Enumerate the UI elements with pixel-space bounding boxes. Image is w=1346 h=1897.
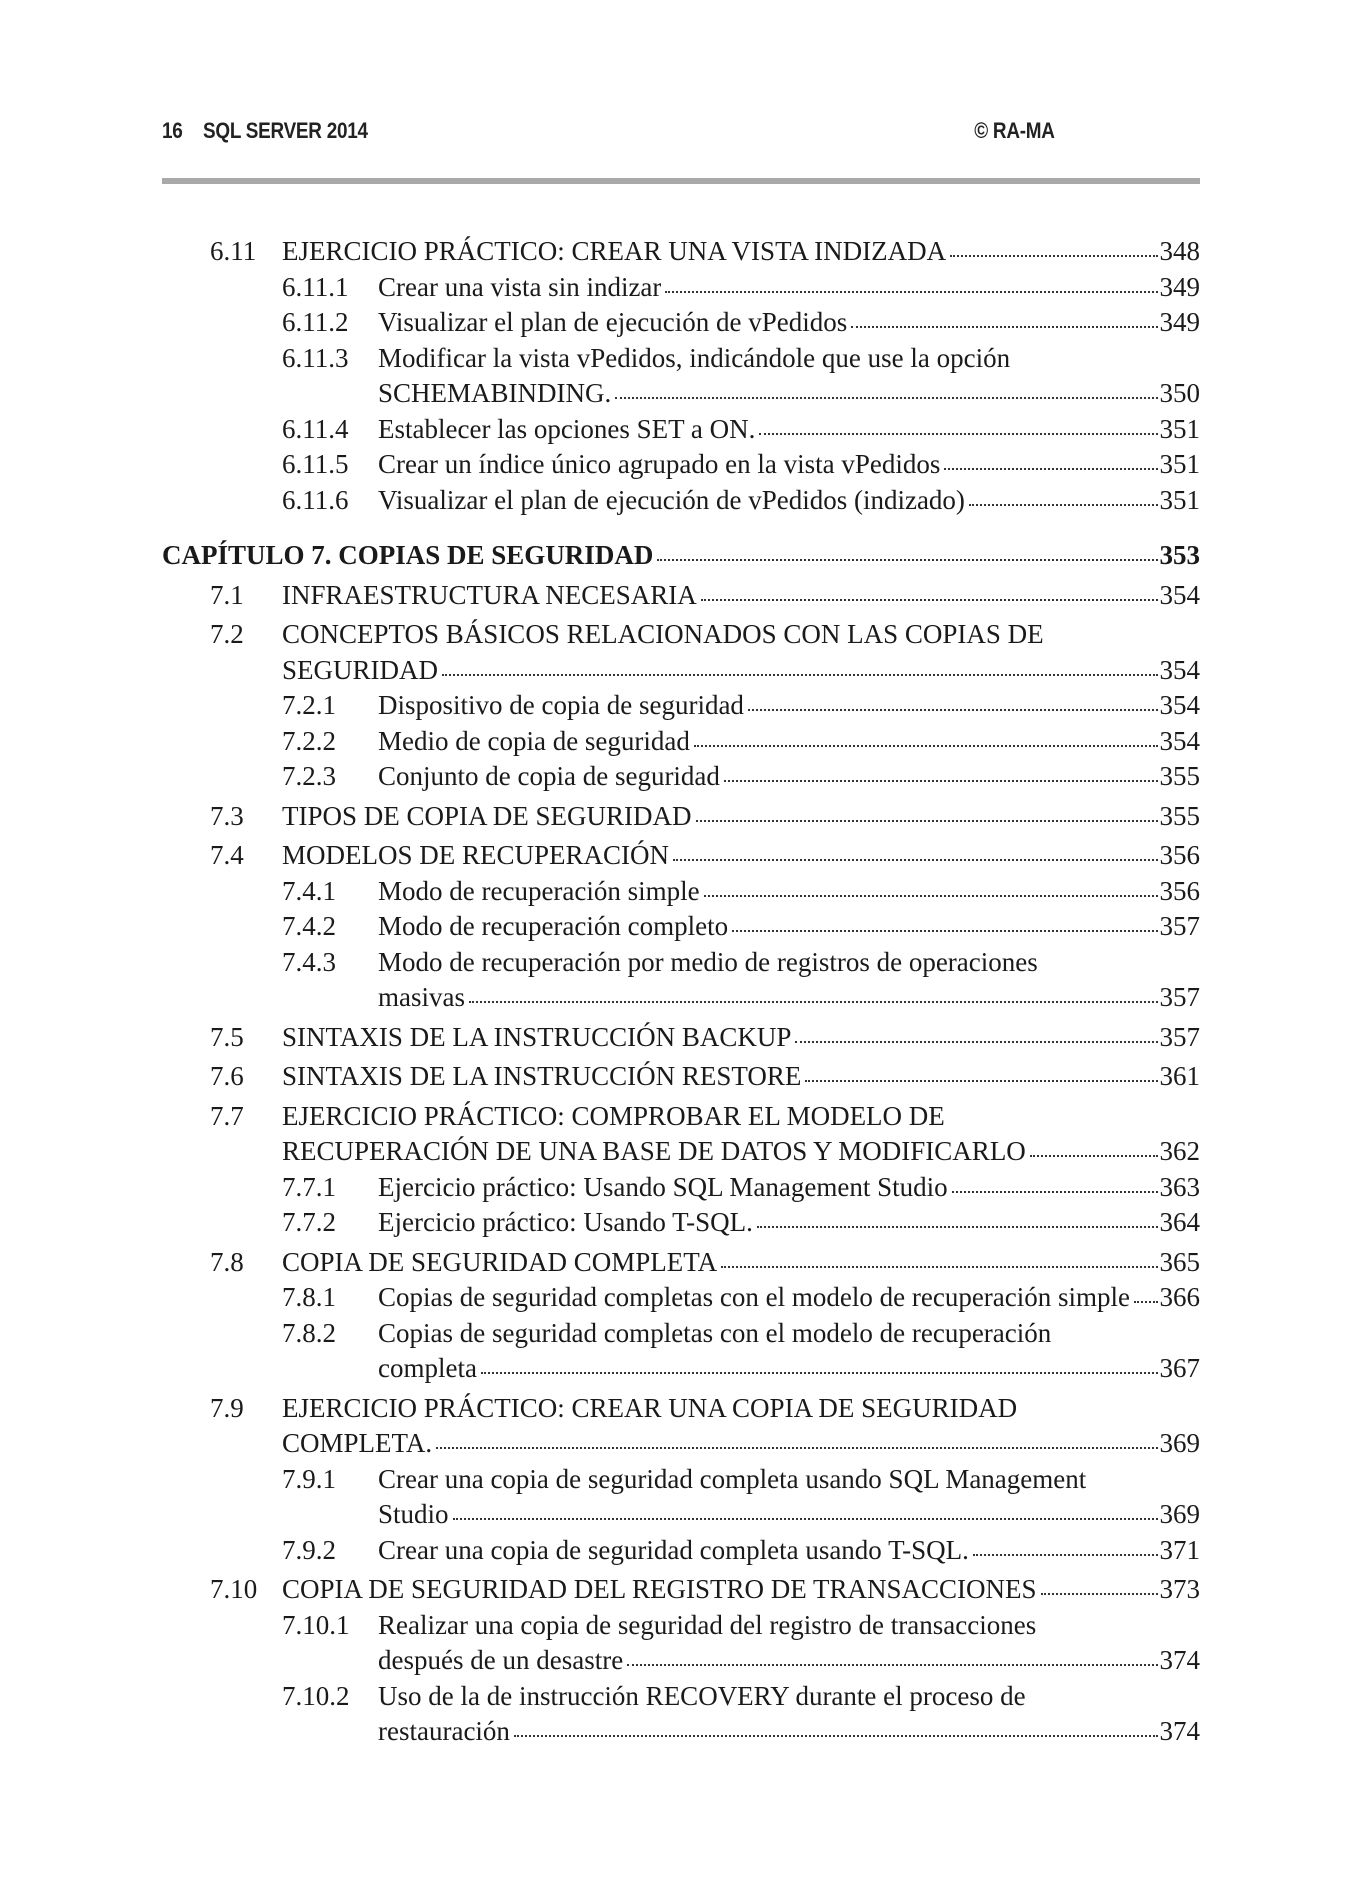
- toc-entry[interactable]: [162, 1316, 1200, 1387]
- dot-leader: [1041, 1591, 1158, 1595]
- toc-entry-title: Modificar la vista vPedidos, indicándole que use la opción: [378, 342, 1011, 373]
- toc-entry-number: 7.7.1: [282, 1171, 336, 1202]
- dot-leader: [657, 557, 1157, 561]
- table-of-contents: [162, 234, 1200, 1750]
- toc-entry-title: Copias de seguridad completas con el modelo de recuperación simple: [378, 1282, 1131, 1312]
- toc-entry-page: 356: [1159, 875, 1200, 906]
- dot-leader: [469, 999, 1158, 1003]
- toc-entry-title: después de un desastre: [378, 1645, 624, 1675]
- toc-entry-number: 7.9: [210, 1392, 244, 1423]
- toc-entry[interactable]: [162, 270, 1200, 306]
- page-number: 16: [162, 118, 183, 143]
- toc-entry-page: 366: [1159, 1282, 1200, 1312]
- toc-entry-page: 361: [1159, 1061, 1200, 1091]
- toc-entry-page: 353: [1159, 540, 1200, 570]
- toc-entry-page: 357: [1159, 1021, 1200, 1052]
- toc-entry-title: COPIA DE SEGURIDAD DEL REGISTRO DE TRANSACCIONES: [282, 1574, 1037, 1604]
- dot-leader: [694, 743, 1158, 747]
- dot-leader: [748, 707, 1158, 711]
- toc-entry-title: CONCEPTOS BÁSICOS RELACIONADOS CON LAS COPIAS DE: [282, 619, 1044, 649]
- toc-entry[interactable]: [162, 1533, 1200, 1569]
- toc-entry-number: 7.7.2: [282, 1207, 336, 1237]
- toc-entry-page: 354: [1159, 579, 1200, 610]
- toc-entry-title: Uso de la de instrucción RECOVERY durante el proceso de: [378, 1680, 1026, 1711]
- toc-entry-number: 7.5: [210, 1021, 244, 1052]
- toc-entry-title: EJERCICIO PRÁCTICO: COMPROBAR EL MODELO DE: [282, 1100, 945, 1131]
- dot-leader: [759, 431, 1157, 435]
- toc-entry-title: EJERCICIO PRÁCTICO: CREAR UNA COPIA DE SEGURIDAD: [282, 1392, 1018, 1423]
- toc-entry-number: 6.11.6: [282, 484, 349, 515]
- toc-entry-title: EJERCICIO PRÁCTICO: CREAR UNA VISTA INDIZADA: [282, 236, 947, 266]
- toc-entry-title: CAPÍTULO 7. COPIAS DE SEGURIDAD: [162, 540, 654, 570]
- toc-entry-title: Dispositivo de copia de seguridad: [378, 690, 744, 720]
- dot-leader: [696, 818, 1158, 822]
- toc-entry-number: 7.10: [210, 1574, 258, 1604]
- dot-leader: [481, 1370, 1158, 1374]
- toc-entry-title: Establecer las opciones SET a ON.: [378, 413, 756, 444]
- toc-entry-title: Modo de recuperación por medio de registros de operaciones: [378, 946, 1038, 977]
- dot-leader: [973, 1552, 1158, 1556]
- toc-entry-title: COPIA DE SEGURIDAD COMPLETA: [282, 1246, 718, 1277]
- toc-entry-title: Medio de copia de seguridad: [378, 725, 690, 756]
- toc-entry-number: 7.8.1: [282, 1282, 336, 1312]
- toc-entry-number: 6.11.2: [282, 307, 349, 337]
- toc-entry-page: 349: [1159, 271, 1200, 302]
- dot-leader: [724, 778, 1158, 782]
- toc-entry-title: SCHEMABINDING.: [378, 378, 612, 408]
- toc-entry-title: Ejercicio práctico: Usando T-SQL.: [378, 1207, 753, 1237]
- dot-leader: [795, 1039, 1157, 1043]
- toc-entry[interactable]: [162, 945, 1200, 1016]
- toc-entry-title: Ejercicio práctico: Usando SQL Management Studio: [378, 1171, 948, 1202]
- dot-leader: [950, 253, 1157, 257]
- toc-entry-number: 6.11: [210, 236, 257, 266]
- toc-entry-page: 362: [1159, 1136, 1200, 1166]
- toc-entry-page: 373: [1159, 1574, 1200, 1604]
- toc-entry-page: 363: [1159, 1171, 1200, 1202]
- toc-entry-number: 6.11.4: [282, 413, 349, 444]
- toc-entry-page: 369: [1159, 1499, 1200, 1529]
- toc-entry-page: 350: [1159, 378, 1200, 408]
- toc-entry[interactable]: [162, 617, 1200, 688]
- toc-entry-page: 349: [1159, 307, 1200, 337]
- toc-entry-page: 371: [1159, 1534, 1200, 1565]
- toc-entry-number: 7.1: [210, 579, 244, 610]
- toc-entry-page: 348: [1159, 236, 1200, 266]
- toc-entry-title: TIPOS DE COPIA DE SEGURIDAD: [282, 800, 692, 831]
- toc-entry[interactable]: [162, 1099, 1200, 1170]
- toc-entry-number: 7.6: [210, 1061, 244, 1091]
- toc-entry[interactable]: [162, 1608, 1200, 1679]
- toc-entry[interactable]: [162, 234, 1200, 270]
- toc-entry[interactable]: [162, 341, 1200, 412]
- toc-entry[interactable]: [162, 1280, 1200, 1316]
- toc-entry-page: 354: [1159, 690, 1200, 720]
- toc-entry-page: 354: [1159, 725, 1200, 756]
- dot-leader: [952, 1189, 1158, 1193]
- toc-entry[interactable]: [162, 483, 1200, 519]
- toc-entry-number: 7.9.1: [282, 1463, 336, 1494]
- header-rule: [162, 178, 1200, 184]
- toc-entry-number: 7.10.1: [282, 1609, 350, 1640]
- toc-entry-page: 351: [1159, 413, 1200, 444]
- toc-entry-number: 7.2.2: [282, 725, 336, 756]
- toc-entry-number: 7.10.2: [282, 1680, 350, 1711]
- toc-entry-title: Studio: [378, 1499, 449, 1529]
- toc-entry-page: 357: [1159, 911, 1200, 941]
- dot-leader: [665, 289, 1157, 293]
- toc-entry-number: 7.2: [210, 619, 244, 649]
- toc-entry[interactable]: [162, 305, 1200, 341]
- toc-entry-title: RECUPERACIÓN DE UNA BASE DE DATOS Y MODIFICARLO: [282, 1136, 1026, 1166]
- toc-entry-page: 357: [1159, 982, 1200, 1012]
- toc-entry[interactable]: [162, 838, 1200, 874]
- dot-leader: [704, 893, 1158, 897]
- toc-entry-title: INFRAESTRUCTURA NECESARIA: [282, 579, 697, 610]
- toc-entry-number: 6.11.1: [282, 271, 349, 302]
- toc-entry-number: 7.4.1: [282, 875, 336, 906]
- toc-entry[interactable]: [162, 1059, 1200, 1095]
- toc-entry[interactable]: [162, 1020, 1200, 1056]
- toc-entry[interactable]: [162, 688, 1200, 724]
- toc-entry-page: 365: [1159, 1246, 1200, 1277]
- publisher-mark: © RA-MA: [974, 118, 1055, 143]
- dot-leader: [805, 1078, 1157, 1082]
- toc-entry[interactable]: [162, 1679, 1200, 1750]
- toc-entry-title: Crear un índice único agrupado en la vista vPedidos: [378, 449, 941, 479]
- toc-entry-number: 7.2.1: [282, 690, 336, 720]
- toc-entry[interactable]: [162, 1572, 1200, 1608]
- toc-entry-page: 374: [1159, 1716, 1200, 1746]
- toc-entry-title: COMPLETA.: [282, 1428, 433, 1458]
- dot-leader: [673, 857, 1157, 861]
- toc-entry-number: 7.4.3: [282, 946, 336, 977]
- toc-entry-number: 7.8.2: [282, 1317, 336, 1348]
- toc-entry[interactable]: [162, 799, 1200, 835]
- dot-leader: [615, 395, 1157, 399]
- toc-entry-page: 364: [1159, 1207, 1200, 1237]
- toc-entry-number: 7.4.2: [282, 911, 336, 941]
- toc-entry-page: 355: [1159, 800, 1200, 831]
- toc-entry-page: 367: [1159, 1353, 1200, 1383]
- book-title: SQL SERVER 2014: [203, 118, 368, 143]
- toc-entry-title: masivas: [378, 982, 465, 1012]
- header-left: [162, 118, 368, 144]
- dot-leader: [969, 502, 1158, 506]
- toc-chapter-entry[interactable]: [162, 538, 1200, 574]
- toc-entry[interactable]: [162, 1205, 1200, 1241]
- toc-entry[interactable]: [162, 909, 1200, 945]
- toc-entry-page: 369: [1159, 1428, 1200, 1458]
- toc-entry[interactable]: [162, 874, 1200, 910]
- toc-entry-number: 6.11.5: [282, 449, 349, 479]
- toc-entry[interactable]: [162, 447, 1200, 483]
- toc-entry-title: restauración: [378, 1716, 510, 1746]
- dot-leader: [851, 324, 1157, 328]
- toc-entry[interactable]: [162, 1245, 1200, 1281]
- toc-entry-title: Copias de seguridad completas con el modelo de recuperación: [378, 1317, 1052, 1348]
- dot-leader: [1134, 1299, 1157, 1303]
- dot-leader: [514, 1733, 1158, 1737]
- toc-entry-number: 7.3: [210, 800, 244, 831]
- dot-leader: [757, 1224, 1158, 1228]
- toc-entry-title: Conjunto de copia de seguridad: [378, 761, 720, 791]
- toc-entry-number: 7.2.3: [282, 761, 336, 791]
- toc-entry[interactable]: [162, 1462, 1200, 1533]
- dot-leader: [944, 466, 1157, 470]
- dot-leader: [627, 1662, 1157, 1666]
- toc-entry-title: Crear una copia de seguridad completa usando SQL Management: [378, 1463, 1087, 1494]
- toc-entry-page: 374: [1159, 1645, 1200, 1675]
- toc-entry-title: SINTAXIS DE LA INSTRUCCIÓN RESTORE: [282, 1061, 802, 1091]
- toc-entry-page: 355: [1159, 761, 1200, 791]
- dot-leader: [701, 597, 1158, 601]
- toc-entry[interactable]: [162, 1170, 1200, 1206]
- toc-entry-number: 7.7: [210, 1100, 244, 1131]
- toc-entry-page: 351: [1159, 449, 1200, 479]
- dot-leader: [442, 672, 1157, 676]
- toc-entry-page: 351: [1159, 484, 1200, 515]
- running-header: [162, 118, 1055, 144]
- toc-entry-title: SINTAXIS DE LA INSTRUCCIÓN BACKUP: [282, 1021, 792, 1052]
- toc-entry-title: MODELOS DE RECUPERACIÓN: [282, 840, 670, 870]
- toc-entry[interactable]: [162, 412, 1200, 448]
- toc-entry-title: Visualizar el plan de ejecución de vPedidos: [378, 307, 848, 337]
- toc-entry[interactable]: [162, 759, 1200, 795]
- toc-entry-page: 356: [1159, 840, 1200, 870]
- toc-entry-number: 6.11.3: [282, 342, 349, 373]
- toc-entry-title: Crear una copia de seguridad completa usando T-SQL.: [378, 1534, 969, 1565]
- toc-entry-page: 354: [1159, 654, 1200, 685]
- toc-entry[interactable]: [162, 1391, 1200, 1462]
- toc-entry[interactable]: [162, 578, 1200, 614]
- dot-leader: [721, 1264, 1157, 1268]
- toc-entry-title: Crear una vista sin indizar: [378, 271, 662, 302]
- toc-entry-number: 7.9.2: [282, 1534, 336, 1565]
- dot-leader: [436, 1445, 1157, 1449]
- toc-entry-title: completa: [378, 1353, 477, 1383]
- toc-entry-title: Modo de recuperación simple: [378, 875, 700, 906]
- toc-entry-title: SEGURIDAD: [282, 654, 439, 685]
- dot-leader: [732, 928, 1157, 932]
- toc-entry-number: 7.4: [210, 840, 244, 870]
- toc-entry[interactable]: [162, 724, 1200, 760]
- dot-leader: [453, 1516, 1158, 1520]
- toc-entry-title: Realizar una copia de seguridad del registro de transacciones: [378, 1609, 1037, 1640]
- toc-entry-title: Visualizar el plan de ejecución de vPedidos (indizado): [378, 484, 965, 515]
- toc-entry-number: 7.8: [210, 1246, 244, 1277]
- dot-leader: [1030, 1153, 1158, 1157]
- toc-entry-title: Modo de recuperación completo: [378, 911, 729, 941]
